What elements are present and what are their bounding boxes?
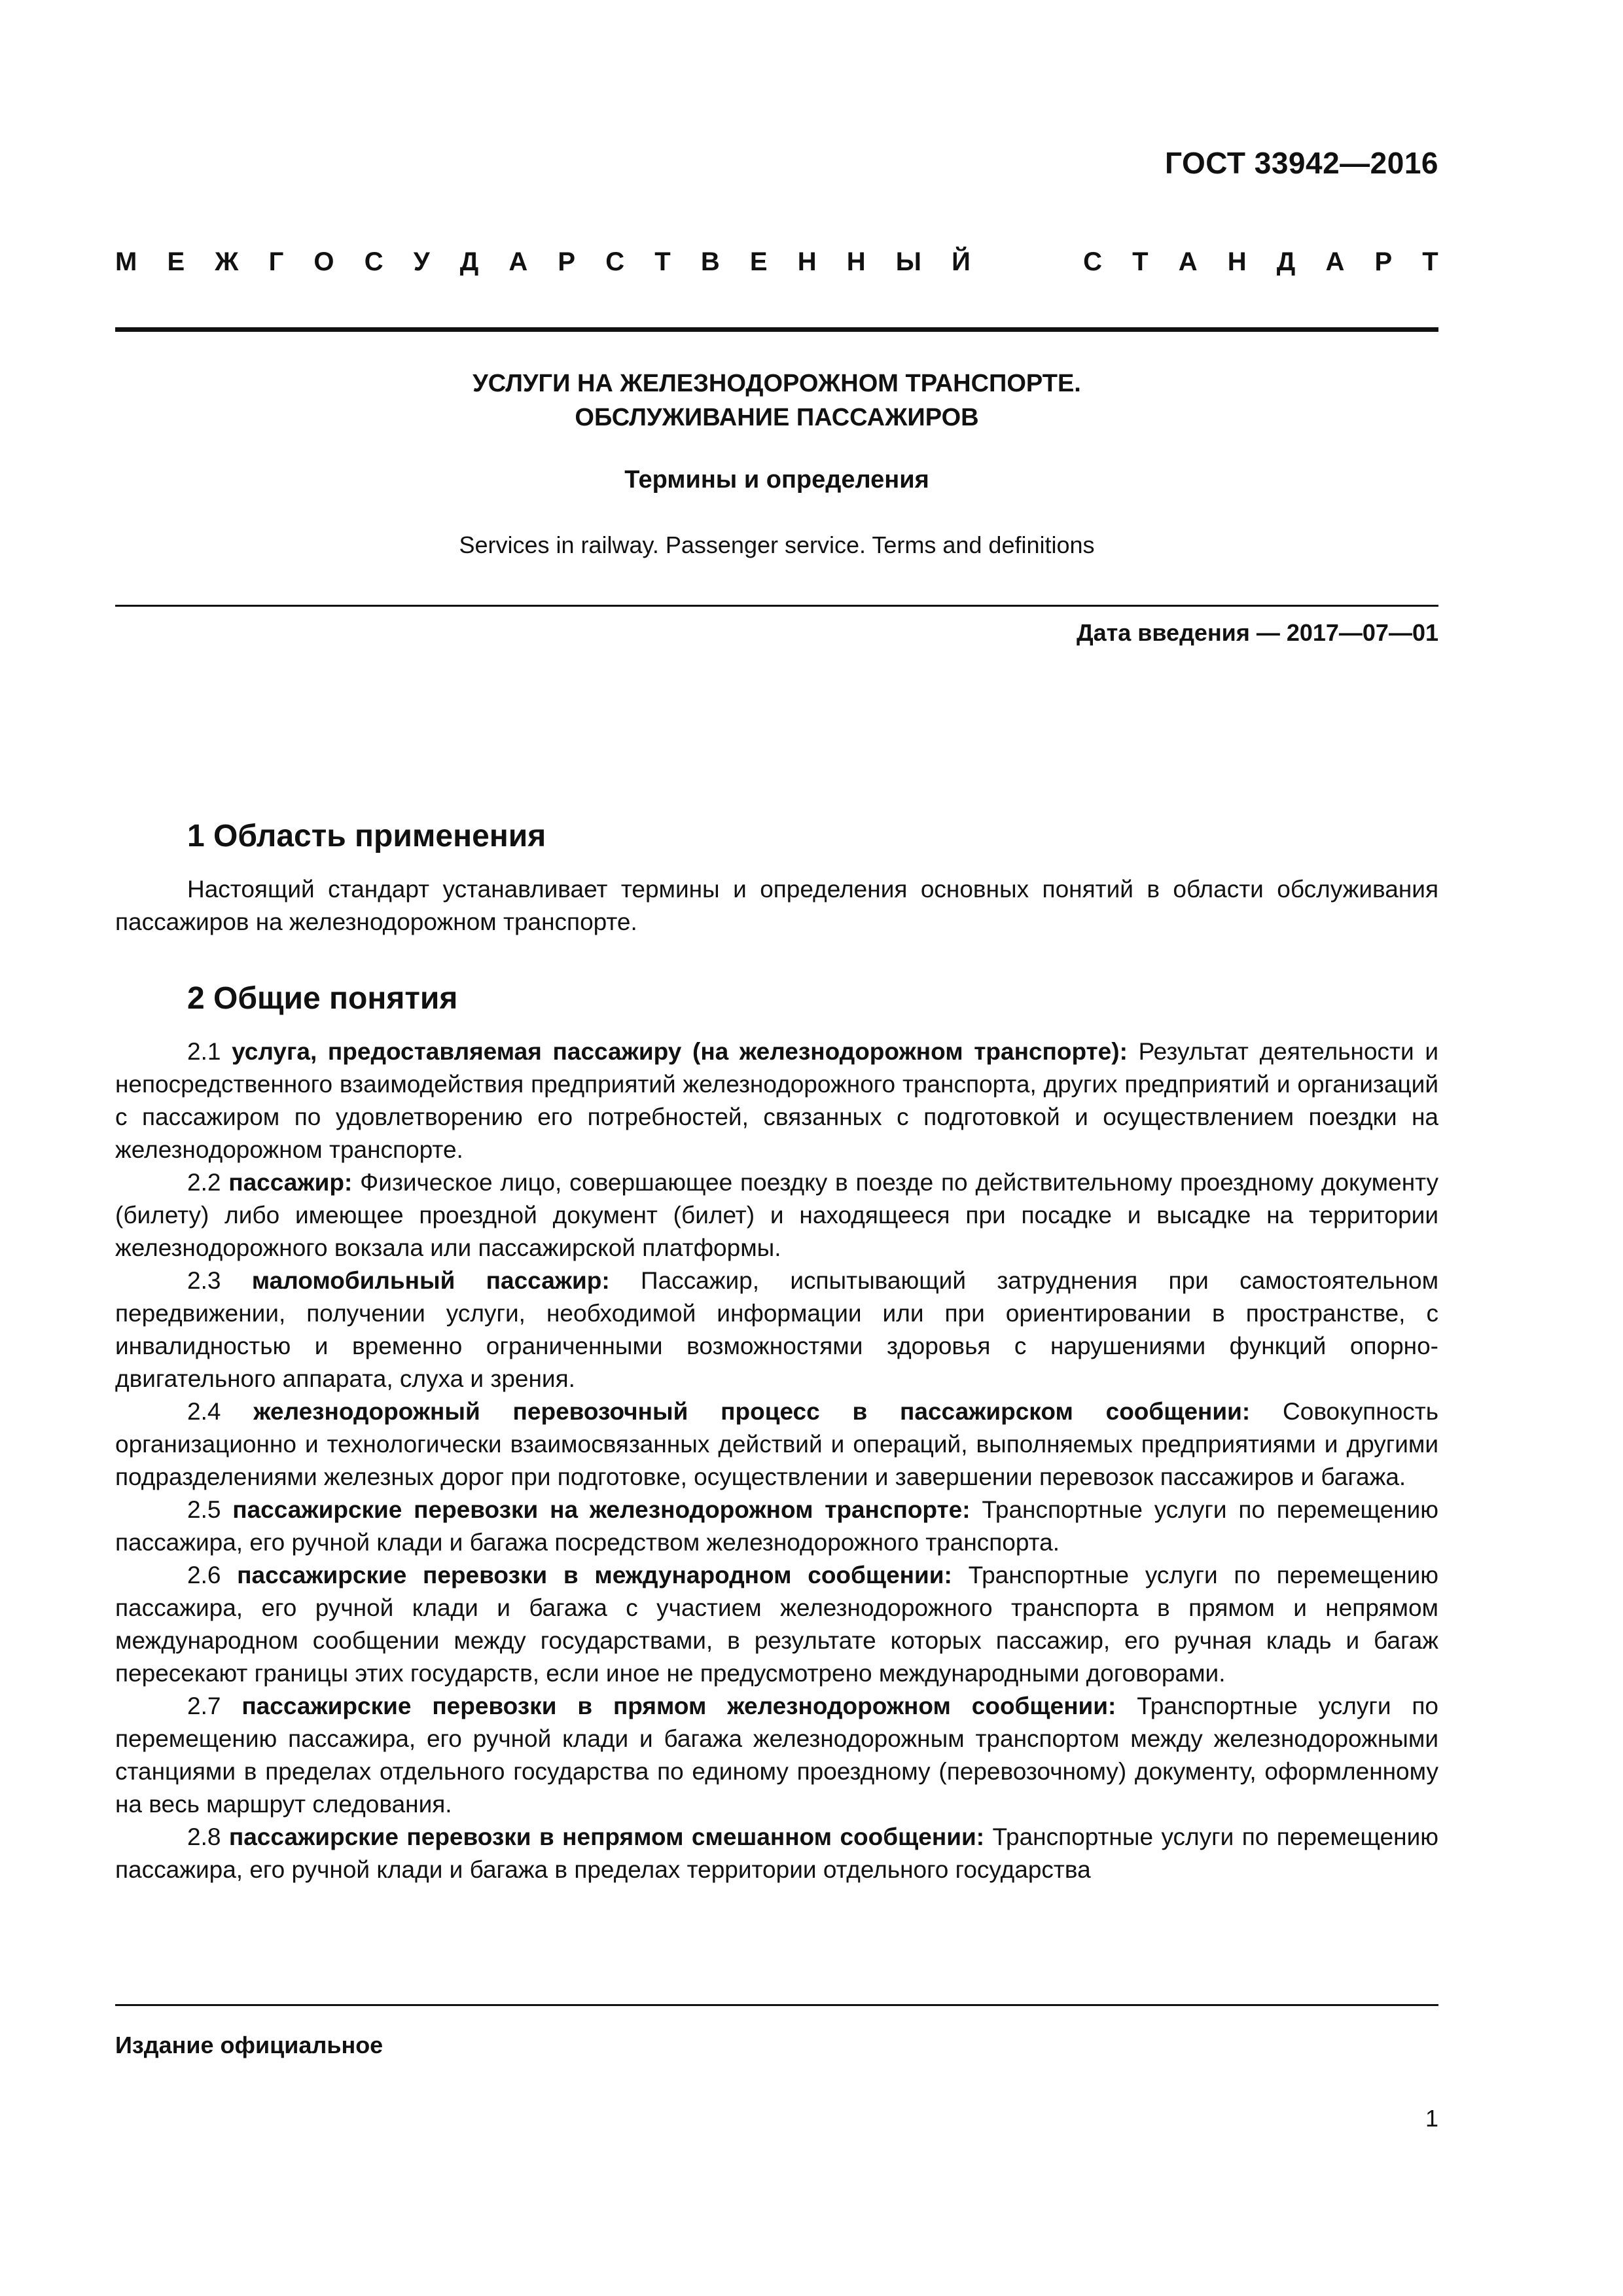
letter: А [1178, 247, 1198, 276]
term-number: 2.8 [187, 1823, 221, 1850]
term-entry [115, 1559, 1438, 1690]
term-definition: Пассажир, испытывающий затруднения при самостоятельном передвижении, получении услуги, необходимой информации или при ориентировании в пространстве, с инвалидностью и временно ограниченными возможностями здоровья с нарушениями функций опорно-двигательного аппарата, слуха и зрения. [115, 1267, 1439, 1392]
letter: М [115, 247, 137, 276]
footer-divider [115, 2004, 1438, 2006]
document-number: ГОСТ 33942—2016 [1165, 146, 1438, 180]
document-title [115, 367, 1438, 435]
term-name: услуга, предоставляемая пассажиру (на железнодорожном транспорте): [232, 1038, 1128, 1065]
term-definition: Транспортные услуги по перемещению пассажира, его ручной клади и багажа с участием железнодорожного транспорта в прямом и непрямом международном сообщении между государствами, в результате которых пассажир, его ручная кладь и багаж пересекают границы этих государств, если иное не предусмотрено международными договорами. [115, 1562, 1438, 1687]
term-definition: Совокупность организационно и технологически взаимосвязанных действий и операций, выполняемых предприятиями и другими подразделениями железных дорог при подготовке, осуществлении и завершении перевозок пассажиров и багажа. [115, 1398, 1439, 1490]
letter: У [413, 247, 430, 276]
title-line-2: ОБСЛУЖИВАНИЕ ПАССАЖИРОВ [575, 404, 979, 431]
letter: С [605, 247, 625, 276]
english-title: Services in railway. Passenger service. Terms and definitions [459, 531, 1095, 558]
term-entry [115, 1395, 1438, 1494]
letter: Р [1374, 247, 1393, 276]
term-number: 2.4 [187, 1398, 221, 1425]
letter: О [313, 247, 334, 276]
title-divider [115, 605, 1438, 607]
term-definition: Физическое лицо, совершающее поездку в поезде по действительному проездному документу (билету) либо имеющее проездной документ (билет) и находящееся при посадке и высадке на территории железнодорожного вокзала или пассажирской платформы. [115, 1169, 1438, 1261]
term-definition: Транспортные услуги по перемещению пассажира, его ручной клади и багажа железнодорожным транспортом между железнодорожными станциями в пределах отдельного государства по единому проездному (перевозочному) документу, оформленному на весь маршрут следования. [115, 1693, 1439, 1818]
letter: Е [749, 247, 768, 276]
letter: Т [654, 247, 671, 276]
edition-label: Издание официальное [115, 2032, 383, 2058]
letter: Н [1227, 247, 1247, 276]
title-line-1: УСЛУГИ НА ЖЕЛЕЗНОДОРОЖНОМ ТРАНСПОРТЕ. [473, 370, 1081, 397]
term-number: 2.5 [187, 1496, 221, 1523]
term-number: 2.2 [187, 1169, 221, 1196]
term-entry [115, 1690, 1438, 1821]
letter: Д [1276, 247, 1296, 276]
term-name: пассажирские перевозки в международном сообщении: [237, 1562, 952, 1588]
document-subtitle: Термины и определения [624, 466, 929, 493]
letter: Ж [215, 247, 239, 276]
term-entry [115, 1494, 1438, 1559]
letter: В [700, 247, 720, 276]
letter: Н [846, 247, 866, 276]
term-entry [115, 1265, 1438, 1395]
term-name: пассажир: [228, 1169, 353, 1196]
section-1-text: Настоящий стандарт устанавливает термины и определения основных понятий в области обслуживания пассажиров на железнодорожном транспорте. [115, 876, 1438, 935]
header-divider [115, 327, 1438, 332]
letter: А [508, 247, 528, 276]
document-body [115, 817, 1438, 1886]
term-definition: Транспортные услуги по перемещению пассажира, его ручной клади и багажа в пределах территории отдельного государства [115, 1823, 1439, 1883]
letter: С [364, 247, 383, 276]
standard-type-heading [115, 247, 1438, 277]
term-number: 2.1 [187, 1038, 221, 1065]
letter: Т [1132, 247, 1149, 276]
term-number: 2.6 [187, 1562, 221, 1588]
letter: Г [268, 247, 284, 276]
letter: С [1083, 247, 1103, 276]
term-name: пассажирские перевозки на железнодорожном транспорте: [232, 1496, 971, 1523]
section-1-heading: 1 Область применения [187, 819, 546, 853]
letter: Р [558, 247, 576, 276]
term-definition: Транспортные услуги по перемещению пассажира, его ручной клади и багажа посредством железнодорожного транспорта. [115, 1496, 1439, 1556]
term-entry [115, 1166, 1438, 1265]
letter: Ы [895, 247, 921, 276]
page-number: 1 [1425, 2105, 1438, 2132]
letter: А [1325, 247, 1345, 276]
term-entry [115, 1035, 1438, 1166]
letter: Й [952, 247, 971, 276]
term-number: 2.7 [187, 1693, 221, 1719]
term-definition: Результат деятельности и непосредственного взаимодействия предприятий железнодорожного транспорта, других предприятий и организаций с пассажиром по удовлетворению его потребностей, связанных с подготовкой и осуществлением поездки на железнодорожном транспорте. [115, 1038, 1439, 1163]
effective-date: Дата введения — 2017—07—01 [1076, 619, 1438, 646]
section-2-heading: 2 Общие понятия [187, 981, 458, 1016]
letter: Е [167, 247, 185, 276]
term-name: маломобильный пассажир: [251, 1267, 610, 1294]
letter: Н [797, 247, 817, 276]
term-number: 2.3 [187, 1267, 221, 1294]
letter: Д [459, 247, 479, 276]
term-name: железнодорожный перевозочный процесс в пассажирском сообщении: [253, 1398, 1251, 1425]
term-name: пассажирские перевозки в прямом железнодорожном сообщении: [241, 1693, 1116, 1719]
term-entry [115, 1821, 1438, 1886]
term-name: пассажирские перевозки в непрямом смешанном сообщении: [228, 1823, 985, 1850]
word-gap [1001, 247, 1053, 277]
letter: Т [1422, 247, 1438, 276]
